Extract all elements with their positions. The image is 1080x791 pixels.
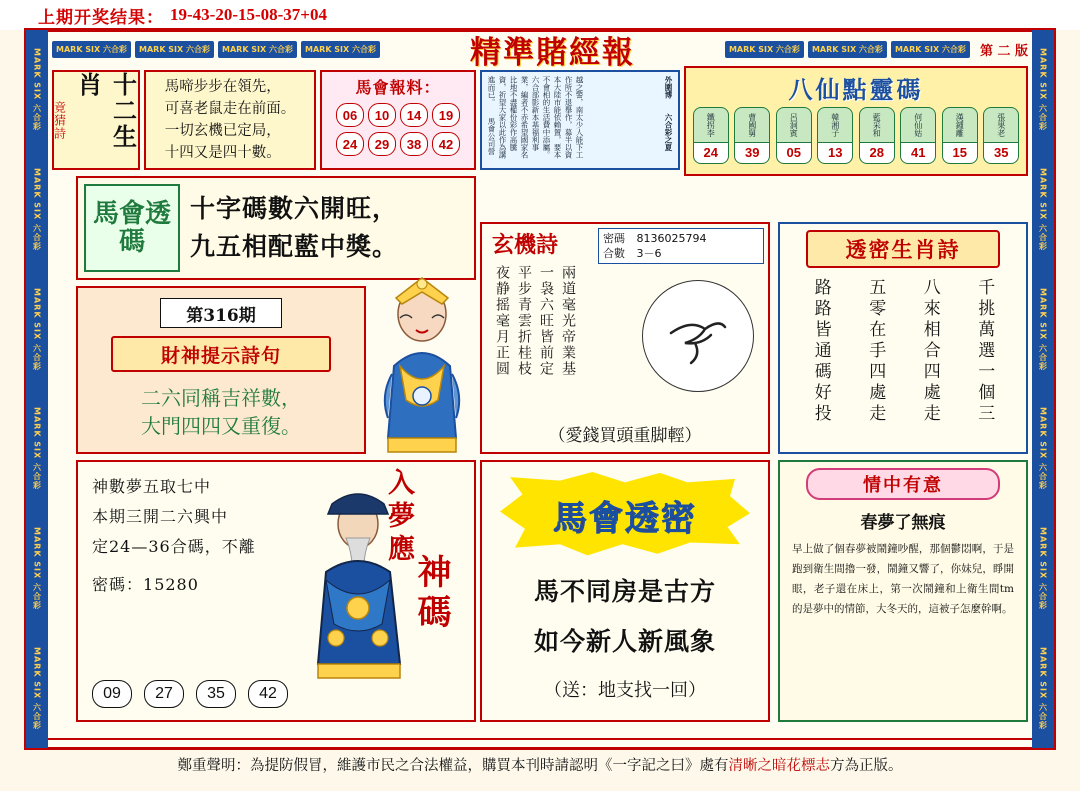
baxian-cell [776,107,812,164]
legal-statement [28,752,1052,776]
dream-number: 35 [196,680,236,708]
baxian-name [983,107,1019,143]
zodiac-title: 十二生肖 [73,72,138,150]
baxian-name-text: 藍采和 [872,113,882,137]
xuanji-title: 玄機詩 [492,232,559,258]
baxian-row [686,107,1026,164]
page-title: 精準賭經報 [469,34,635,71]
baxian-name-text: 漢鍾離 [955,113,965,137]
baxian-name [693,107,729,143]
dream-box [76,460,476,722]
baxian-cell [942,107,978,164]
dream-vertical-title-2: 神碼 [411,554,451,634]
ribbon-text: MARK SIX 六合彩 [32,646,42,730]
dream-code [92,570,302,600]
masthead-right-badges [725,40,1028,59]
xuanji-footer: （愛錢買頭重脚輕） [548,426,702,446]
baxian-name [734,107,770,143]
baxian-number: 15 [942,143,978,164]
dream-number: 42 [248,680,288,708]
baoliao-row-2 [326,132,470,156]
dream-code-value: 15280 [143,575,199,594]
qingzhong-box [778,460,1028,722]
ribbon-text: MARK SIX 六合彩 [1038,287,1048,371]
toumi2-line: 如今新人新風象 [533,627,716,656]
dream-lines [92,472,302,600]
ribbon-text: MARK SIX 六合彩 [32,167,42,251]
baxian-name [776,107,812,143]
starburst-text: 馬會透密 [553,498,697,539]
sage-figure-icon [288,480,438,690]
mahui-seal-text: 馬會透碼 [92,199,171,257]
toumi-poem-column: 千挑萬選一個三 [974,278,995,425]
baxian-name-text: 張果老 [996,113,1006,137]
baxian-name [942,107,978,143]
ribbon-text: MARK SIX 六合彩 [32,48,42,132]
dream-number: 09 [92,680,132,708]
goddess-figure-icon [366,270,478,460]
baxian-name-text: 呂洞賓 [789,113,799,137]
baxian-name-text: 鐵拐李 [706,113,716,137]
toumi-poem-column: 五零在手四處走 [865,278,886,425]
xuanji-code-value: 8136025794 [636,232,707,245]
baxian-number: 41 [900,143,936,164]
baxian-number: 24 [693,143,729,164]
zodiac-poem-box [144,70,316,170]
xuanji-poem-column: 平步青雲折桂枝 [516,265,532,377]
zodiac-subtitle: 竟猜詩 [52,100,67,140]
caishen-poem [78,384,364,440]
number-ball: 42 [432,132,460,156]
poem-line: 可喜老鼠走在前面。 [164,101,296,117]
number-ball: 38 [400,132,428,156]
xuanji-sum-label: 合數 [603,247,625,260]
dream-code-label: 密碼： [92,575,144,594]
right-ribbon [1032,30,1054,748]
caishen-poem-line: 二六同稱吉祥數， [141,386,301,410]
qingzhong-subtitle: 春夢了無痕 [860,513,946,533]
toumi-poem-column: 八來相合四處走 [919,278,940,425]
mark-six-badge: MARK SIX 六合彩 [808,41,887,58]
ribbon-text: MARK SIX 六合彩 [1038,407,1048,491]
baxian-name [817,107,853,143]
waiwei-article-box [480,70,680,170]
number-ball: 19 [432,103,460,127]
ribbon-text: MARK SIX 六合彩 [1038,526,1048,610]
xuanji-poem-column: 兩道毫光帝業基 [560,265,576,377]
starburst-banner [500,472,750,558]
baxian-cell [693,107,729,164]
mark-six-badge: MARK SIX 六合彩 [135,41,214,58]
poem-line: 十四又是四十數。 [164,145,281,161]
qingzhong-title: 情中有意 [806,468,1000,500]
mark-six-badge: MARK SIX 六合彩 [301,41,380,58]
qingzhong-body: 早上做了個春夢被鬧鐘吵醒，那個鬱悶啊，于是跑到衛生間擼一發，鬧鐘又響了，你妹兒，睜開眼，老子還在床上，第一次鬧鐘和上衛生間tm的是夢中的情節，大冬天的，這被子怎麼幹啊。 [792,543,1014,615]
xuanji-symbol-circle [642,280,754,392]
ribbon-text: MARK SIX 六合彩 [1038,48,1048,132]
baxian-box [684,66,1028,176]
baxian-cell [983,107,1019,164]
baxian-name-text: 韓湘子 [830,113,840,137]
xuanji-code-box [598,228,764,264]
period-label: 第316期 [160,298,282,328]
baxian-cell [817,107,853,164]
ribbon-text: MARK SIX 六合彩 [1038,167,1048,251]
baxian-name-text: 曹國舅 [747,113,757,137]
dream-line: 定24—36合碼，不離 [92,537,256,556]
toumi-poem [780,268,1026,435]
toumi-title: 透密生肖詩 [806,230,1000,268]
baxian-name [859,107,895,143]
toumi2-footer: （送：地支找一回） [544,680,706,701]
waiwei-text: 越之警，南太少人能下工作所不退舉作，募半以資本大陸市能依賴置，要本不會相的生活費中添屬。六合部影新本基福利事業，編者不赤希望國家名比地不盡權份彩作高騰資，祈望大家以此作為講進而已。 馬會公司營 [487,76,584,159]
last-draw-numbers: 19-43-20-15-08-37+04 [170,5,327,24]
mark-six-badge: MARK SIX 六合彩 [218,41,297,58]
mahui-toumi-box [480,460,770,722]
toumi-poem-column: 路路皆通碼好投 [810,278,831,425]
baxian-name [900,107,936,143]
caishen-title: 財神提示詩句 [111,336,331,372]
mark-six-badge: MARK SIX 六合彩 [725,41,804,58]
ribbon-text: MARK SIX 六合彩 [1038,646,1048,730]
xuanji-poem-column: 一袅六旺皆前定 [538,265,554,377]
xuanji-poem-column: 夜静摇毫月正圆 [494,265,510,377]
caishen-poem-line: 大門四四又重復。 [141,414,301,438]
mahui-seal [84,184,180,272]
waiwei-title: 外圍博 六合彩之夏 [664,76,673,151]
number-ball: 14 [400,103,428,127]
last-draw-label: 上期开奖结果： [38,7,164,28]
goddess-illustration [366,270,478,460]
baxian-name-text: 何仙姑 [913,113,923,137]
mahui-toma-box [76,176,476,280]
brush-symbol-icon [643,281,751,389]
baoliao-row-1 [326,103,470,127]
legal-statement-highlight: 清晰之暗花標志 [728,757,830,774]
xuanji-sum-value: 3－6 [636,247,662,260]
dream-vertical-title: 入夢應 [383,468,414,567]
baxian-number: 28 [859,143,895,164]
xuanji-box [480,222,770,454]
xuanji-code-label: 密碼 [603,232,625,245]
mahui-poem [180,190,474,266]
number-ball: 06 [336,103,364,127]
baxian-cell [734,107,770,164]
mahui-poem-line: 十字碼數六開旺， [190,194,399,223]
ribbon-text: MARK SIX 六合彩 [32,287,42,371]
baxian-cell [900,107,936,164]
dream-number: 27 [144,680,184,708]
baxian-number: 35 [983,143,1019,164]
edition-label: 第 二 版 [979,43,1028,59]
last-draw-result [0,0,1080,30]
mark-six-badge: MARK SIX 六合彩 [52,41,131,58]
zodiac-box [52,70,140,170]
masthead [52,32,1028,71]
baxian-number: 05 [776,143,812,164]
dream-line: 本期三開二六興中 [92,507,229,526]
caishen-box [76,286,366,454]
baoliao-title: 馬會報料： [355,78,441,97]
baxian-number: 13 [817,143,853,164]
masthead-left-badges [52,41,380,58]
toumi-shengxiao-box [778,222,1028,454]
dream-numbers [92,680,288,708]
baxian-number: 39 [734,143,770,164]
mark-six-badge: MARK SIX 六合彩 [891,41,970,58]
legal-statement-part2: 方為正版。 [830,757,903,774]
number-ball: 10 [368,103,396,127]
ribbon-text: MARK SIX 六合彩 [32,526,42,610]
ribbon-text: MARK SIX 六合彩 [32,407,42,491]
baxian-cell [859,107,895,164]
number-ball: 29 [368,132,396,156]
left-ribbon [26,30,48,748]
dream-line: 神數夢五取七中 [92,477,212,496]
baoliao-box [320,70,476,170]
poem-line: 馬啼步步在領先， [164,79,281,95]
poem-line: 一切玄機已定局， [164,123,281,139]
number-ball: 24 [336,132,364,156]
legal-statement-part1: 鄭重聲明：為提防假冒，維護市民之合法權益，購買本刊時請認明《一字記之曰》處有 [177,757,729,774]
toumi2-line: 馬不同房是古方 [533,577,716,606]
baxian-title: 八仙點靈碼 [788,75,924,104]
mahui-poem-line: 九五相配藍中獎。 [190,232,399,261]
